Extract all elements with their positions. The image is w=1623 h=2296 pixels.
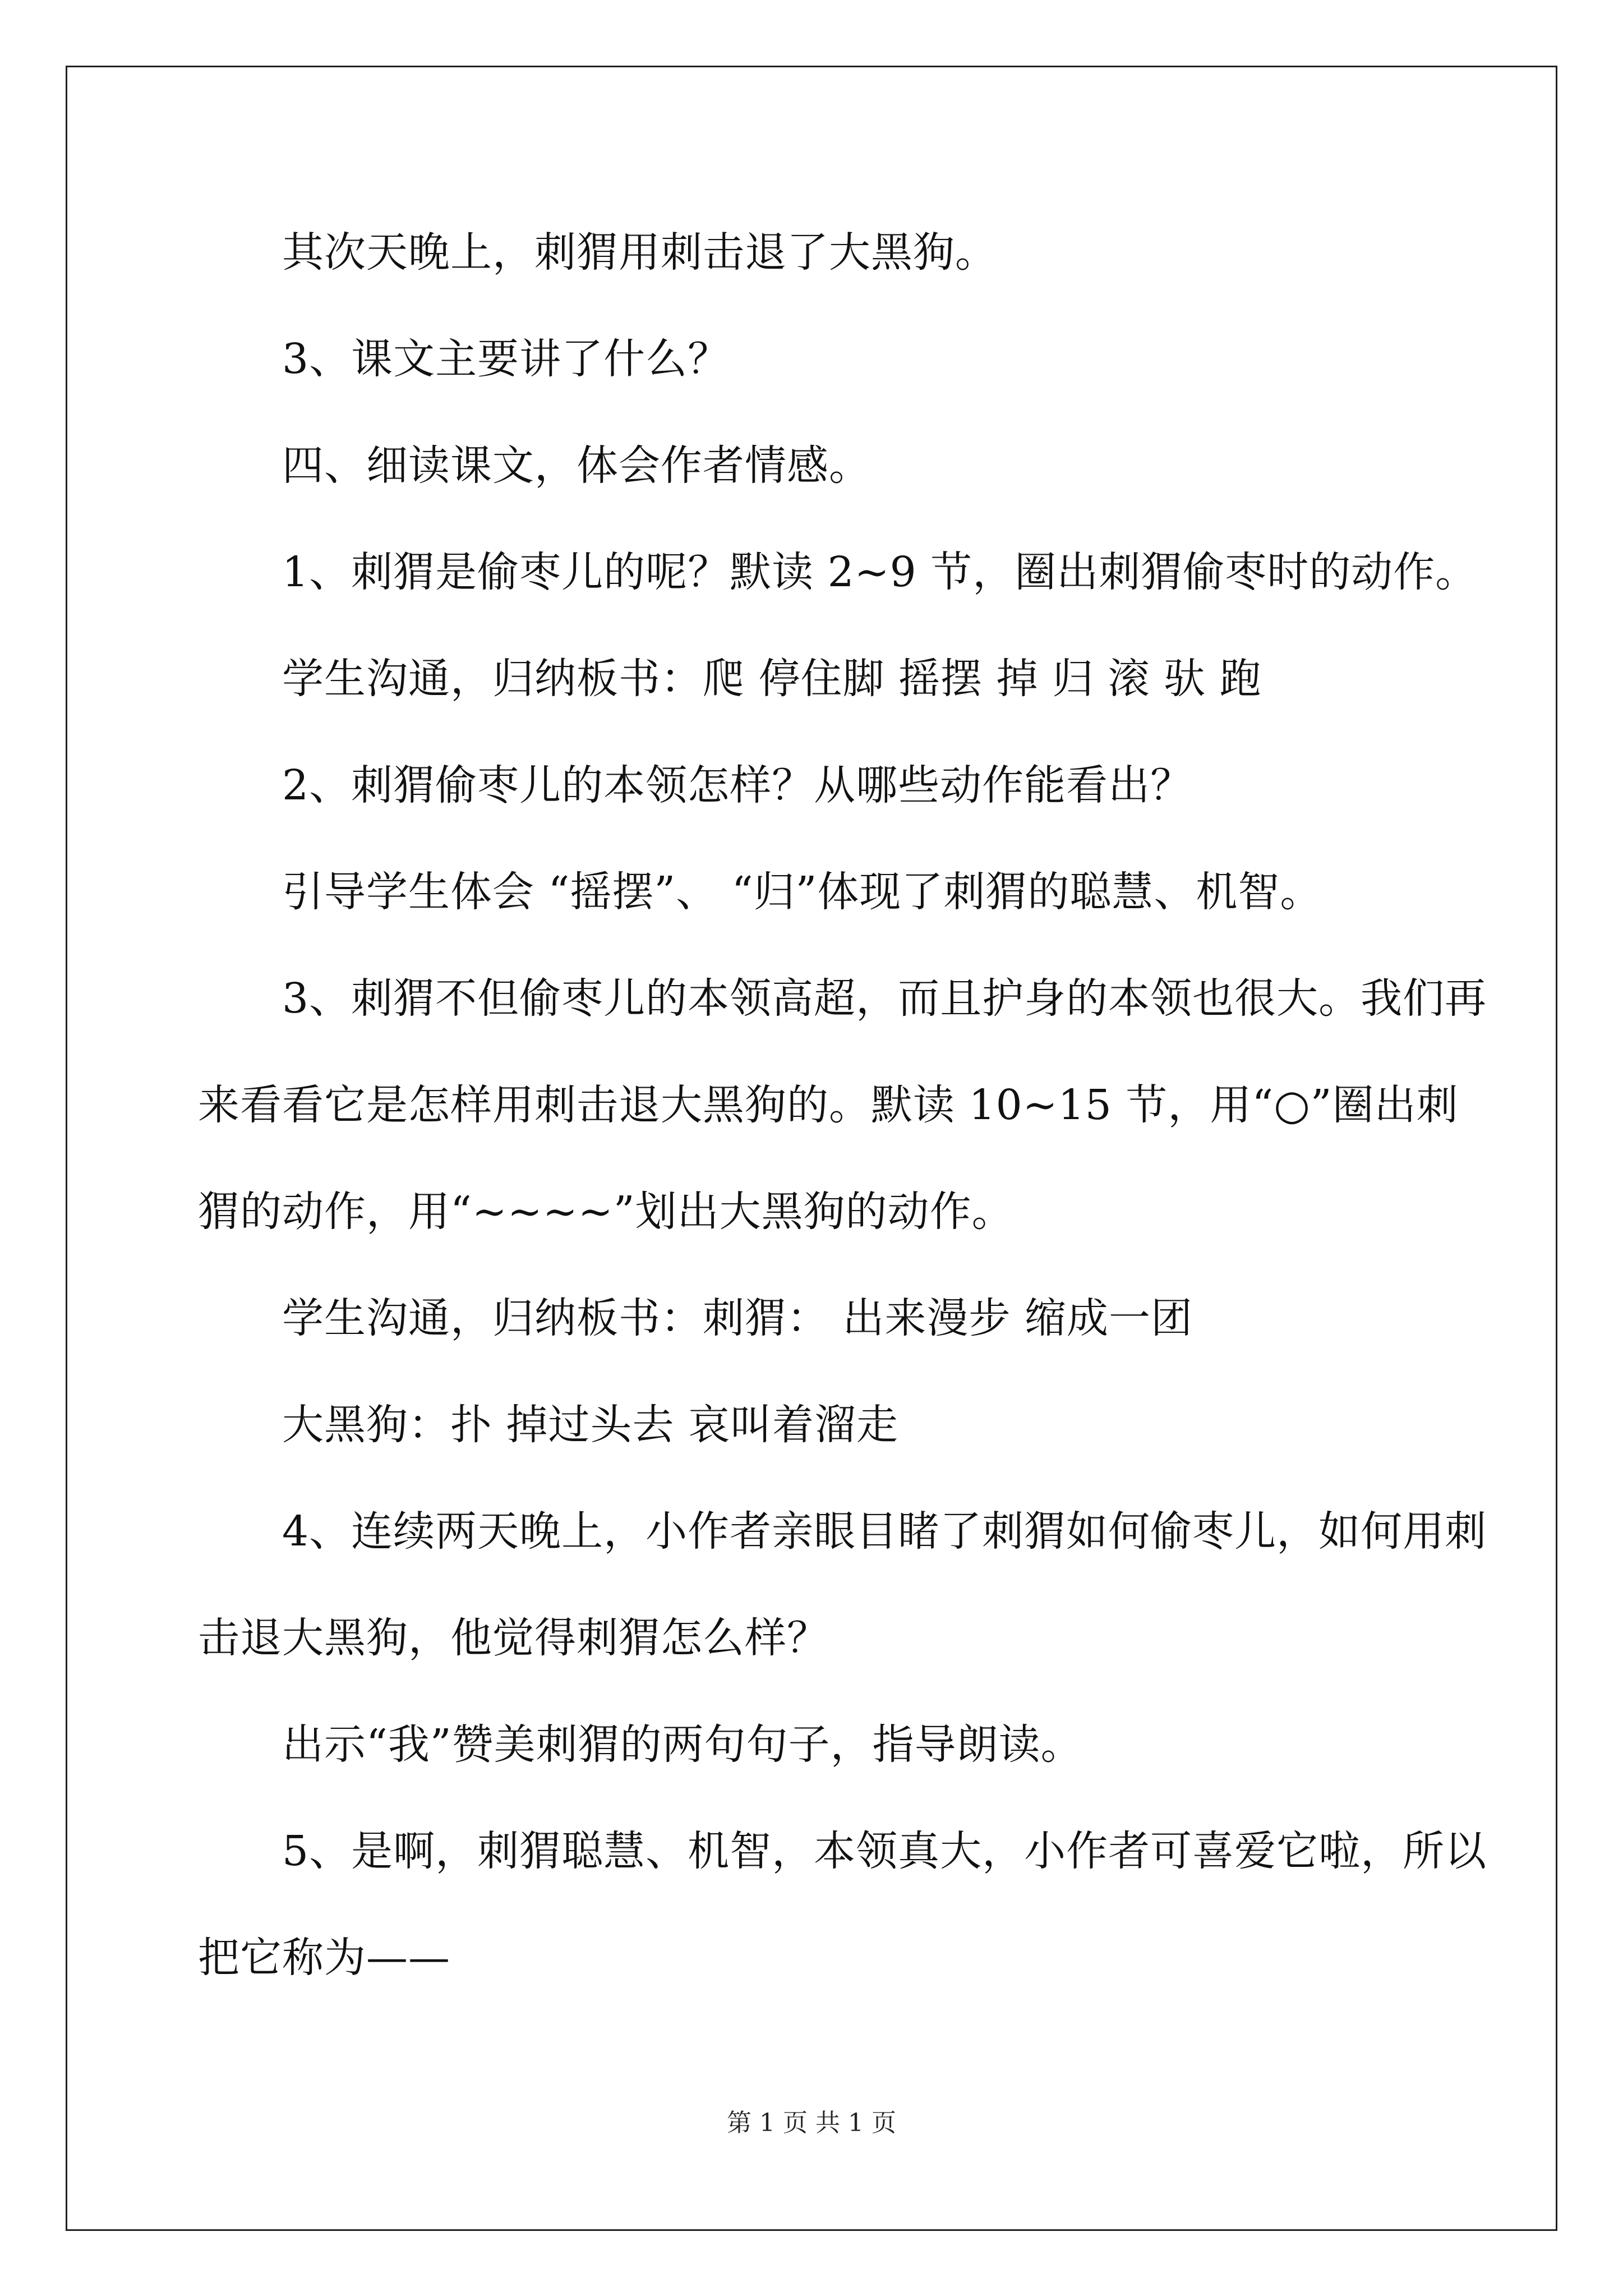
text-line: 把它称为—— xyxy=(198,1934,450,1982)
page-number-footer: 第 1 页 共 1 页 xyxy=(727,2109,896,2137)
text-line: 击退大黑狗，他觉得刺猬怎么样？ xyxy=(198,1614,829,1662)
text-line: 学生沟通，归纳板书：爬 停住脚 摇摆 掉 归 滚 驮 跑 xyxy=(282,655,1262,703)
text-line: 2、刺猬偷枣儿的本领怎样？从哪些动作能看出？ xyxy=(282,761,1193,809)
text-line: 四、细读课文，体会作者情感。 xyxy=(282,441,871,490)
text-line: 来看看它是怎样用刺击退大黑狗的。默读 10~15 节，用“○”圈出刺 xyxy=(198,1081,1459,1129)
page-border xyxy=(66,66,1557,2231)
text-line: 1、刺猬是偷枣儿的呢？默读 2~9 节，圈出刺猬偷枣时的动作。 xyxy=(282,548,1478,596)
text-line: 大黑狗：扑 掉过头去 哀叫着溜走 xyxy=(282,1401,899,1449)
text-line: 3、课文主要讲了什么？ xyxy=(282,335,730,383)
text-line: 其次天晚上，刺猬用刺击退了大黑狗。 xyxy=(282,228,997,277)
text-line: 出示“我”赞美刺猬的两句句子，指导朗读。 xyxy=(282,1720,1083,1769)
text-line: 学生沟通，归纳板书：刺猬： 出来漫步 缩成一团 xyxy=(282,1294,1193,1342)
text-line: 3、刺猬不但偷枣儿的本领高超，而且护身的本领也很大。我们再 xyxy=(282,974,1487,1023)
text-line: 4、连续两天晚上，小作者亲眼目睹了刺猬如何偷枣儿，如何用刺 xyxy=(282,1507,1487,1556)
text-line: 引导学生体会 “摇摆”、 “归”体现了刺猬的聪慧、机智。 xyxy=(282,868,1322,916)
text-line: 猬的动作，用“~~~~”划出大黑狗的动作。 xyxy=(198,1188,1014,1236)
text-line: 5、是啊，刺猬聪慧、机智，本领真大，小作者可喜爱它啦，所以 xyxy=(282,1827,1487,1875)
